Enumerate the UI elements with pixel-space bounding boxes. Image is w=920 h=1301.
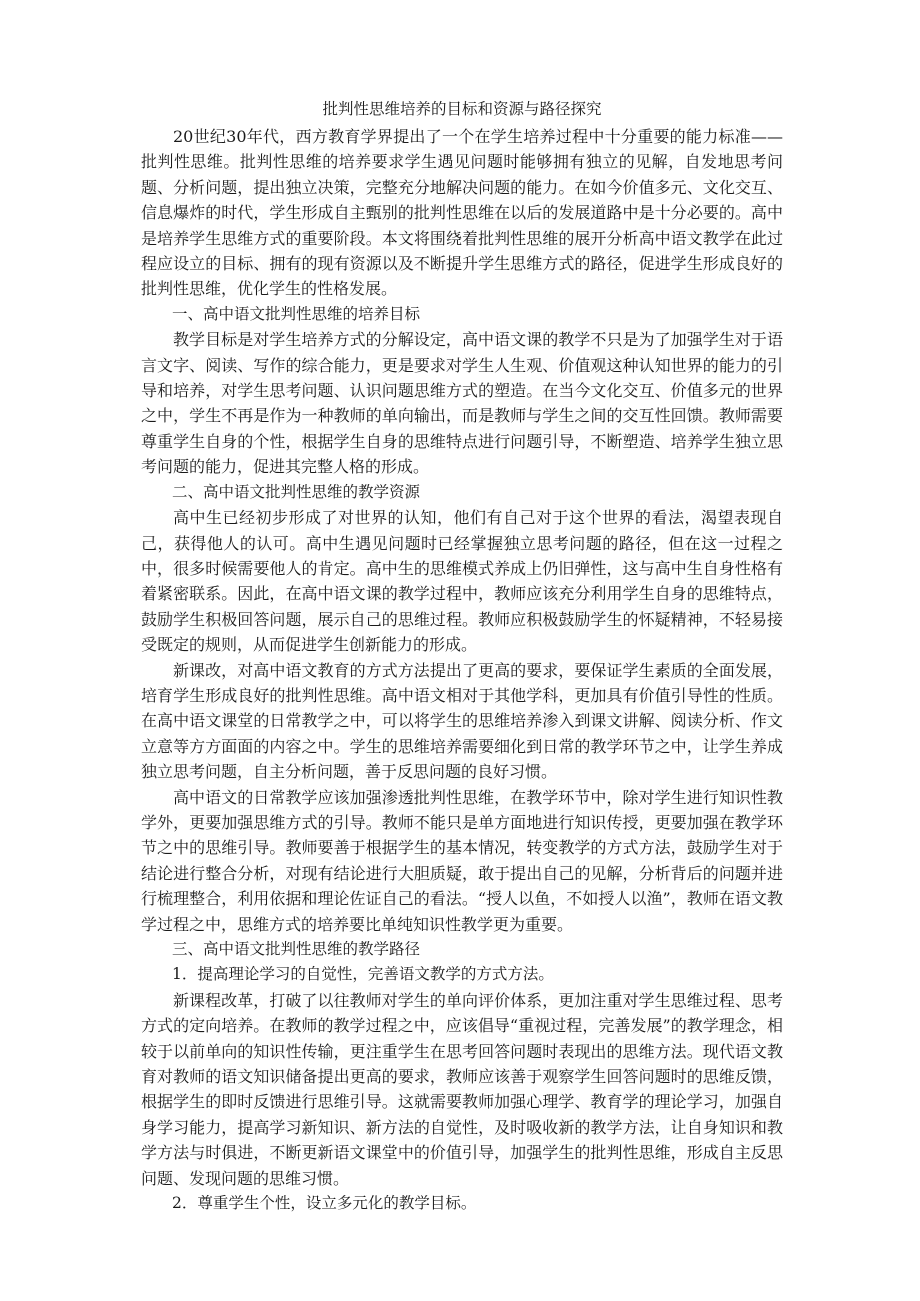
section2-paragraph-1: 高中生已经初步形成了对世界的认知，他们有自己对于这个世界的看法，渴望表现自己，获得他人的认可。高中生遇见问题时已经掌握独立思考问题的路径，但在这一过程之中，很多时候需要他人的肯定。高中生的思维模式养成上仍旧弹性，这与高中生自身性格有着紧密联系。因此，在高中语文课的教学过程中，教师应该充分利用学生自身的思维特点，鼓励学生积极回答问题，展示自己的思维过程。教师应积极鼓励学生的怀疑精神，不轻易接受既定的规则，从而促进学生创新能力的形成。 [141,508,783,655]
section2-heading: 二、高中语文批判性思维的教学资源 [172,482,421,501]
section3-heading: 三、高中语文批判性思维的教学路径 [172,940,421,958]
document-title: 批判性思维培养的目标和资源与路径探究 [322,100,602,118]
section1-paragraph: 教学目标是对学生培养方式的分解设定，高中语文课的教学不只是为了加强学生对于语言文字、阅读、写作的综合能力，更是要求对学生人生观、价值观这种认知世界的能力的引导和培养，对学生思考问题、认识问题思维方式的塑造。在当今文化交互、价值多元的世界之中，学生不再是作为一种教师的单向输出，而是教师与学生之间的交互性回馈。教师需要尊重学生自身的个性，根据学生自身的思维特点进行问题引导，不断塑造、培养学生独立思考问题的能力，促进其完整人格的形成。 [141,330,783,477]
section3-paragraph-1: 新课程改革，打破了以往教师对学生的单向评价体系，更加注重对学生思维过程、思考方式的定向培养。在教师的教学过程之中，应该倡导“重视过程，完善发展”的教学理念，相较于以前单向的知识性传输，更注重学生在思考回答问题时表现出的思维方法。现代语文教育对教师的语文知识储备提出更高的要求，教师应该善于观察学生回答问题时的思维反馈，根据学生的即时反馈进行思维引导。这就需要教师加强心理学、教育学的理论学习，加强自身学习能力，提高学习新知识、新方法的自觉性，及时吸收新的教学方法，让自身知识和教学方法与时俱进，不断更新语文课堂中的价值引导，加强学生的批判性思维，形成自主反思问题、发现问题的思维习惯。 [141,990,783,1188]
section2-paragraph-2: 新课改，对高中语文教育的方式方法提出了更高的要求，要保证学生素质的全面发展，培育学生形成良好的批判性思维。高中语文相对于其他学科，更加具有价值引导性的性质。在高中语文课堂的日常教学之中，可以将学生的思维培养渗入到课文讲解、阅读分析、作文立意等方方面面的内容之中。学生的思维培养需要细化到日常的教学环节之中，让学生养成独立思考问题，自主分析问题，善于反思问题的良好习惯。 [141,660,783,782]
section3-item-1: 1．提高理论学习的自觉性，完善语文教学的方式方法。 [172,965,554,984]
intro-paragraph: 20世纪30年代，西方教育学界提出了一个在学生培养过程中十分重要的能力标准——批判性思维。批判性思维的培养要求学生遇见问题时能够拥有独立的见解，自发地思考问题、分析问题，提出独立决策，完整充分地解决问题的能力。在如今价值多元、文化交互、信息爆炸的时代，学生形成自主甄别的批判性思维在以后的发展道路中是十分必要的。高中是培养学生思维方式的重要阶段。本文将围绕着批判性思维的展开分析高中语文教学在此过程应设立的目标、拥有的现有资源以及不断提升学生思维方式的路径，促进学生形成良好的批判性思维，优化学生的性格发展。 [141,127,783,299]
section1-heading: 一、高中语文批判性思维的培养目标 [172,304,421,323]
section3-item-2: 2．尊重学生个性，设立多元化的教学目标。 [172,1194,477,1213]
document-page [141,98,783,1216]
section2-paragraph-3: 高中语文的日常教学应该加强渗透批判性思维，在教学环节中，除对学生进行知识性教学外，更要加强思维方式的引导。教师不能只是单方面地进行知识传授，更要加强在教学环节之中的思维引导。教师要善于根据学生的基本情况，转变教学的方式方法，鼓励学生对于结论进行整合分析，对现有结论进行大胆质疑，敢于提出自己的见解，分析背后的问题并进行梳理整合，利用依据和理论佐证自己的看法。“授人以鱼，不如授人以渔”，教师在语文教学过程之中，思维方式的培养要比单纯知识性教学更为重要。 [141,787,783,934]
